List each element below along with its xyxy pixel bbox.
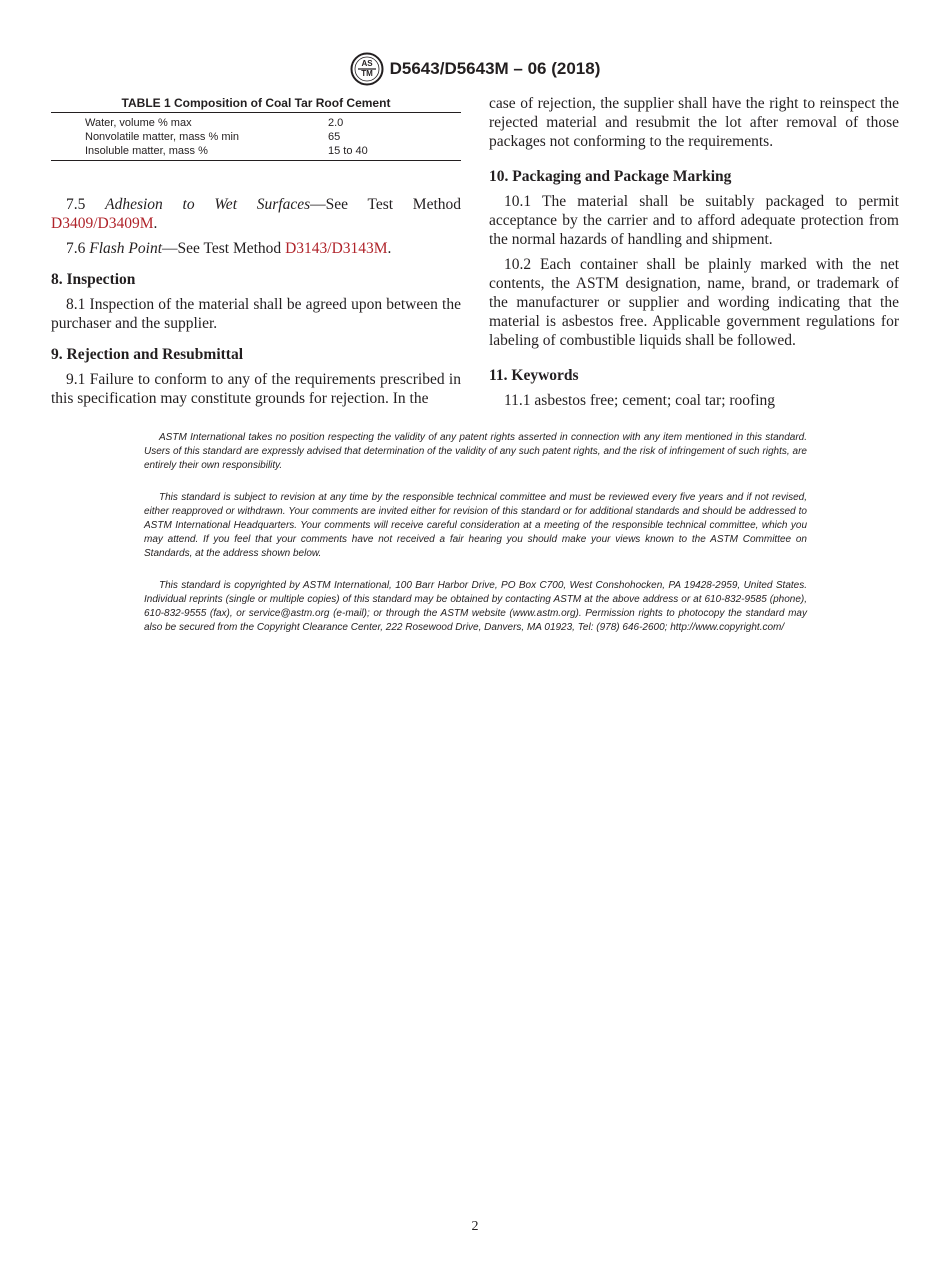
test-method-link-d3409[interactable]: D3409/D3409M <box>51 215 154 232</box>
table-cell-property: Insoluble matter, mass % <box>85 145 208 157</box>
table-caption: TABLE 1 Composition of Coal Tar Roof Cement <box>121 96 391 110</box>
table-cell-property: Water, volume % max <box>85 117 192 129</box>
astm-logo-icon <box>350 52 384 86</box>
paragraph-11-1: 11.1 asbestos free; cement; coal tar; roofing <box>504 392 776 409</box>
astm-notices <box>144 431 807 635</box>
svg-text:TM: TM <box>360 69 373 78</box>
para-end: . <box>153 215 158 232</box>
section-heading-inspection: 8. Inspection <box>51 271 136 288</box>
composition-table <box>51 112 461 161</box>
right-column <box>489 94 899 410</box>
patent-notice: ASTM International takes no position respecting the validity of any patent rights asserted in connection with any item mentioned in this standard. Users of this standard are expressly advised that determination of the validity of any such patent rights, and the risk of infringement of such rights, are entirely their own responsibility. <box>144 432 807 471</box>
paragraph-7-5 <box>51 195 461 233</box>
table-cell-value: 15 to 40 <box>328 145 368 157</box>
para-title: Adhesion to Wet Surfaces <box>105 196 311 213</box>
para-end: . <box>387 240 392 257</box>
table-cell-property: Nonvolatile matter, mass % min <box>85 131 240 143</box>
table-row <box>51 130 461 144</box>
section-heading-rejection: 9. Rejection and Resubmittal <box>51 346 244 363</box>
page-header <box>0 52 950 86</box>
para-title: Flash Point <box>89 240 163 257</box>
copyright-notice: This standard is copyrighted by ASTM International, 100 Barr Harbor Drive, PO Box C700, West Conshohocken, PA 19428-2959, United States. Individual reprints (single or multiple copies) of this standard may be obtained by contacting ASTM at the above address or at 610-832-9585 (phone), 610-832-9555 (fax), or service@astm.org (e-mail); or through the ASTM website (www.astm.org). Permission rights to photocopy the standard may also be secured from the Copyright Clearance Center, 222 Rosewood Drive, Danvers, MA 01923, Tel: (978) 646-2600; http://www.copyright.com/ <box>144 580 807 633</box>
section-heading-keywords: 11. Keywords <box>489 367 579 384</box>
standard-designation: D5643/D5643M – 06 (2018) <box>389 59 601 78</box>
left-column <box>51 94 461 408</box>
paragraph-10-1: 10.1 The material shall be suitably packaged to permit acceptance by the carrier and to afford adequate protection from the normal hazards of handling and shipment. <box>489 193 899 248</box>
table-row <box>51 144 461 158</box>
para-text: —See Test Method <box>162 240 286 257</box>
paragraph-9-1-part2: case of rejection, the supplier shall have the right to reinspect the rejected material and resubmit the lot after removal of those packages not conforming to the requirements. <box>489 95 899 150</box>
paragraph-7-6 <box>51 239 461 258</box>
paragraph-10-2: 10.2 Each container shall be plainly marked with the net contents, the ASTM designation, name, brand, or trademark of the manufacturer or supplier and wording indicating that the material is asbestos free. Applicable government regulations for labeling of combustible liquids shall be followed. <box>489 256 899 349</box>
revision-notice: This standard is subject to revision at any time by the responsible technical committee and must be reviewed every five years and if not revised, either reapproved or withdrawn. Your comments are invited either for revision of this standard or for additional standards and should be addressed to ASTM International Headquarters. Your comments will receive careful consideration at a meeting of the responsible technical committee, which you may attend. If you feel that your comments have not received a fair hearing you should make your views known to the ASTM Committee on Standards, at the address shown below. <box>144 492 807 559</box>
paragraph-9-1-part1: 9.1 Failure to conform to any of the requirements prescribed in this specification may constitute grounds for rejection. In the <box>51 371 461 407</box>
para-number: 7.6 <box>66 240 86 257</box>
table-cell-value: 2.0 <box>328 117 344 129</box>
table-cell-value: 65 <box>328 131 341 143</box>
svg-text:AS: AS <box>361 59 373 68</box>
para-text: —See Test Method <box>310 196 461 213</box>
test-method-link-d3143[interactable]: D3143/D3143M <box>285 240 388 257</box>
paragraph-8-1: 8.1 Inspection of the material shall be agreed upon between the purchaser and the supplier. <box>51 296 461 332</box>
page-number: 2 <box>471 1219 479 1234</box>
section-heading-packaging: 10. Packaging and Package Marking <box>489 168 732 185</box>
table-row <box>51 116 461 130</box>
para-number: 7.5 <box>66 196 86 213</box>
